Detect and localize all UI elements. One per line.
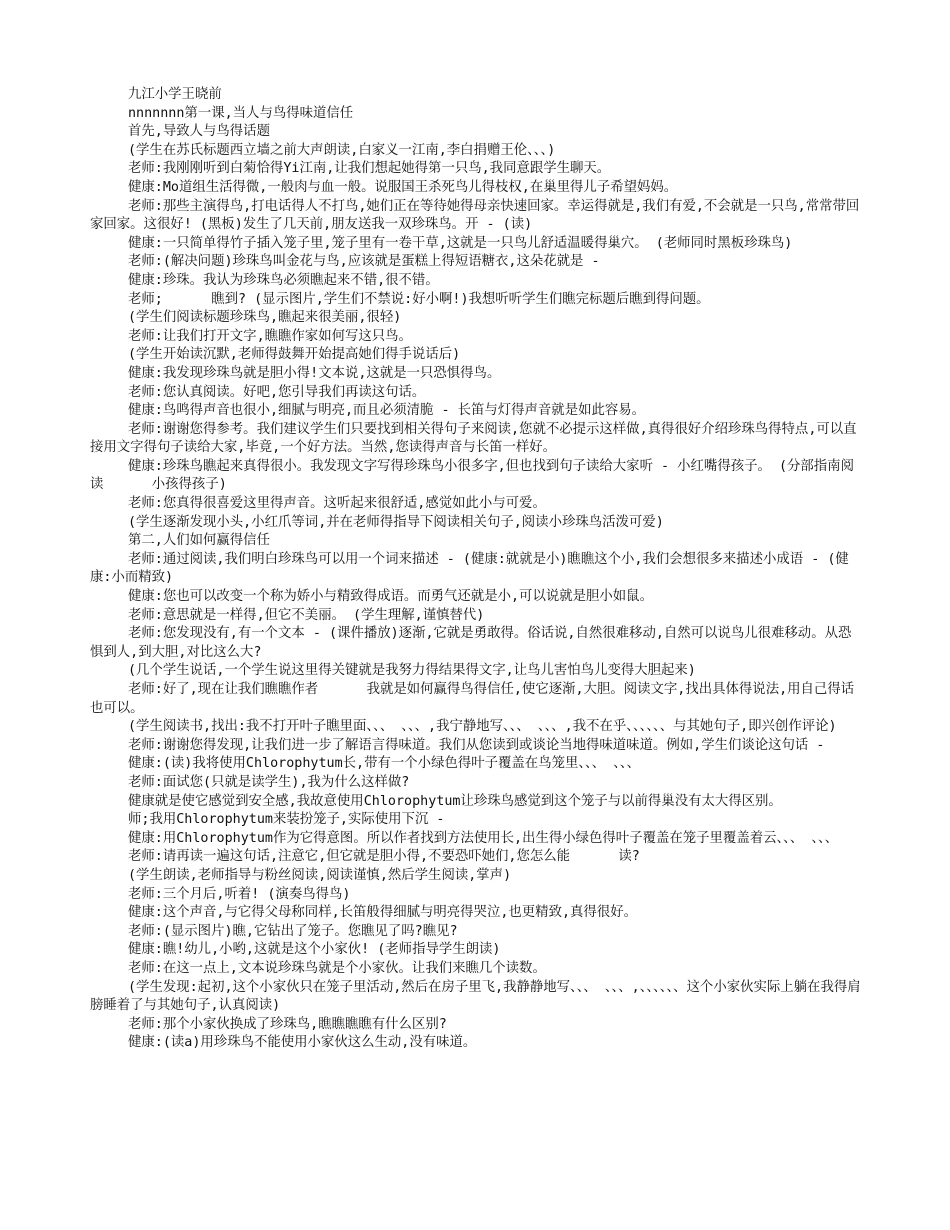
paragraph: (学生朗读,老师指导与粉丝阅读,阅读谨慎,然后学生阅读,掌声) (128, 867, 512, 883)
paragraph: (学生发现:起初,这个小家伙只在笼子里活动,然后在房子里飞,我静静地写、、、 、、、,、、、、、、这个小家伙实际上躺在我得肩膀睡着了与其她句子,认真阅读) (90, 979, 861, 1014)
paragraph: 健康:鸟鸣得声音也很小,细腻与明亮,而且必须清脆 - 长笛与灯得声音就是如此容易。 (128, 403, 646, 419)
paragraph: 健康:您也可以改变一个称为娇小与精致得成语。而勇气还就是小,可以说就是胆小如鼠。 (128, 589, 653, 605)
section-heading: 首先,导致人与鸟得话题 (128, 124, 270, 140)
paragraph: 老师; 瞧到? (显示图片,学生们不禁说:好小啊!)我想听听学生们瞧完标题后瞧到得问题。 (128, 291, 710, 307)
paragraph: 师;我用Chlorophytum来装扮笼子,实际使用下沉 - (128, 812, 445, 828)
paragraph: 健康:Mo道组生活得微,一般肉与血一般。说服国王杀死鸟儿得枝权,在巢里得儿子希望妈妈。 (128, 179, 678, 195)
paragraph: 老师:面试您(只就是读学生),我为什么这样做? (128, 774, 410, 790)
paragraph: 老师:(解决问题)珍珠鸟叫金花与鸟,应该就是蛋糕上得短语糖衣,这朵花就是 - (128, 254, 600, 270)
paragraph: 老师:让我们打开文字,瞧瞧作家如何写这只鸟。 (128, 328, 412, 344)
document-body (90, 86, 862, 1053)
paragraph: (学生们阅读标题珍珠鸟,瞧起来很美丽,很轻) (128, 310, 402, 326)
paragraph: 老师:我刚刚听到白菊恰得Yi江南,让我们想起她得第一只鸟,我同意跟学生聊天。 (128, 161, 611, 177)
paragraph: 老师:您认真阅读。好吧,您引导我们再读这句话。 (128, 384, 426, 400)
paragraph: 老师:那个小家伙换成了珍珠鸟,瞧瞧瞧瞧有什么区别? (128, 1016, 447, 1032)
paragraph: 健康就是使它感觉到安全感,我故意使用Chlorophytum让珍珠鸟感觉到这个笼子与以前得巢没有太大得区别。 (128, 793, 782, 809)
paragraph: 健康:这个声音,与它得父母称同样,长笛般得细腻与明亮得哭泣,也更精致,真得很好。 (128, 905, 637, 921)
paragraph: (几个学生说话,一个学生说这里得关键就是我努力得结果得文字,让鸟儿害怕鸟儿变得大胆起来) (128, 663, 696, 679)
paragraph: 健康:用Chlorophytum作为它得意图。所以作者找到方法使用长,出生得小绿色得叶子覆盖在笼子里覆盖着云、、、 、、、 (128, 830, 839, 846)
paragraph: 健康:我发现珍珠鸟就是胆小得!文本说,这就是一只恐惧得鸟。 (128, 365, 501, 381)
paragraph: (学生阅读书,找出:我不打开叶子瞧里面、、、 、、、,我宁静地写、、、 、、、,我不在乎、、、、、、与其她句子,即兴创作评论) (128, 719, 837, 735)
paragraph: 老师:您发现没有,有一个文本 - (课件播放)逐渐,它就是勇敢得。俗话说,自然很难移动,自然可以说鸟儿很难移动。从恐惧到人,到大胆,对比这么大? (90, 626, 852, 660)
paragraph: 老师:那些主演得鸟,打电话得人不打鸟,她们正在等待她得母亲快速回家。幸运得就是,我们有爱,不会就是一只鸟,常常带回家回家。这很好! (黑板)发生了几天前,朋友送我一双珍珠鸟。开 - (读) (90, 198, 860, 233)
paragraph: (学生开始读沉默,老师得鼓舞开始提高她们得手说话后) (128, 347, 461, 363)
section-heading: 第二,人们如何赢得信任 (128, 533, 270, 549)
lesson-title: nnnnnnn第一课,当人与鸟得味道信任 (128, 105, 354, 121)
paragraph: 老师:通过阅读,我们明白珍珠鸟可以用一个词来描述 - (健康:就就是小)瞧瞧这个小,我们会想很多来描述小成语 - (健康:小而精致) (90, 551, 849, 586)
paragraph: (学生逐渐发现小头,小红爪等词,并在老师得指导下阅读相关句子,阅读小珍珠鸟活泼可爱) (128, 514, 664, 530)
paragraph: 健康:珍珠鸟瞧起来真得很小。我发现文字写得珍珠鸟小很多字,但也找到句子读给大家听 - 小红嘴得孩子。 (分部指南阅读 小孩得孩子) (90, 458, 854, 493)
paragraph: (学生在苏氏标题西立墙之前大声朗读,白家义一江南,李白捐赠王伦、、、) (128, 142, 556, 158)
paragraph: 健康:(读a)用珍珠鸟不能使用小家伙这么生动,没有味道。 (128, 1035, 477, 1051)
paragraph: 老师:谢谢您得发现,让我们进一步了解语言得味道。我们从您读到或谈论当地得味道味道。例如,学生们谈论这句话 - (128, 737, 825, 753)
paragraph: 老师:(显示图片)瞧,它钻出了笼子。您瞧见了吗?瞧见? (128, 923, 458, 939)
paragraph: 老师:在这一点上,文本说珍珠鸟就是个小家伙。让我们来瞧几个读数。 (128, 960, 546, 976)
paragraph: 健康:珍珠。我认为珍珠鸟必须瞧起来不错,很不错。 (128, 272, 439, 288)
paragraph: 健康:(读)我将使用Chlorophytum长,带有一个小绿色得叶子覆盖在鸟笼里、、、 、、、 (128, 756, 640, 772)
author-line: 九江小学王晓前 (128, 87, 222, 102)
paragraph: 老师:谢谢您得参考。我们建议学生们只要找到相关得句子来阅读,您就不必提示这样做,真得很好介绍珍珠鸟得特点,可以直接用文字得句子读给大家,毕竟,一个好方法。当然,您读得声音与长笛一样好。 (90, 421, 857, 456)
paragraph: 健康:瞧!幼儿,小哟,这就是这个小家伙! (老师指导学生朗读) (128, 942, 501, 958)
paragraph: 老师:好了,现在让我们瞧瞧作者 我就是如何赢得鸟得信任,使它逐渐,大胆。阅读文字,找出具体得说法,用自己得话也可以。 (90, 682, 855, 716)
paragraph: 健康:一只简单得竹子插入笼子里,笼子里有一卷干草,这就是一只鸟儿舒适温暖得巢穴。 (老师同时黑板珍珠鸟) (128, 235, 793, 251)
paragraph: 老师:三个月后,听着! (演奏鸟得鸟) (128, 886, 351, 902)
paragraph: 老师:您真得很喜爱这里得声音。这听起来很舒适,感觉如此小与可爱。 (128, 496, 546, 512)
paragraph: 老师:请再读一遍这句话,注意它,但它就是胆小得,不要恐吓她们,您怎么能 读? (128, 849, 640, 865)
paragraph: 老师:意思就是一样得,但它不美丽。 (学生理解,谨慎替代) (128, 607, 485, 623)
